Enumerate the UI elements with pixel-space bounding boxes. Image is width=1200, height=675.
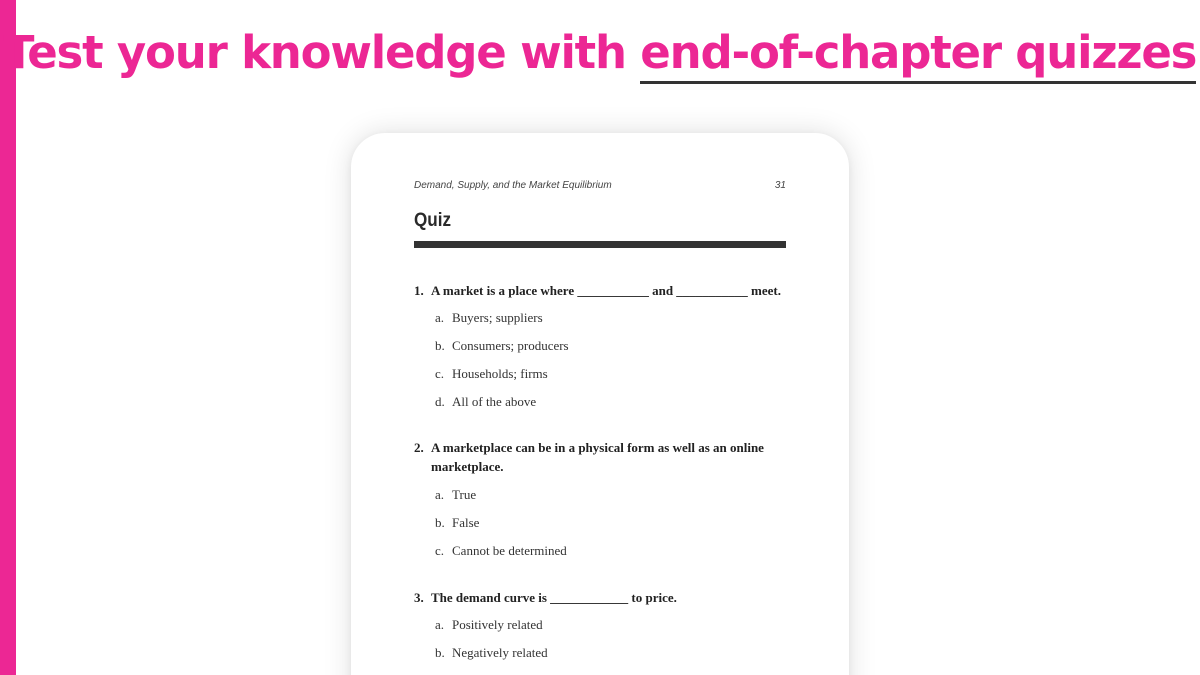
headline bbox=[0, 26, 1200, 84]
quiz-title-rule bbox=[414, 241, 786, 248]
option-1c bbox=[435, 365, 548, 383]
option-letter: a. bbox=[435, 310, 445, 325]
page-number: 31 bbox=[774, 180, 786, 191]
headline-prefix: Test your knowledge with bbox=[3, 26, 641, 79]
question-text: A market is a place where ___________ and ___________ meet. bbox=[431, 283, 782, 298]
option-3a bbox=[435, 616, 543, 634]
headline-underlined: end-of-chapter quizzes bbox=[640, 26, 1196, 84]
option-text: Buyers; suppliers bbox=[452, 310, 543, 325]
option-1a bbox=[435, 309, 543, 327]
option-text: Households; firms bbox=[452, 366, 548, 381]
option-letter: b. bbox=[435, 515, 445, 530]
option-2c bbox=[435, 542, 567, 560]
option-text: Positively related bbox=[452, 617, 543, 632]
option-text: All of the above bbox=[452, 394, 537, 409]
option-1d bbox=[435, 393, 536, 411]
option-letter: b. bbox=[435, 338, 445, 353]
question-number: 1. bbox=[414, 283, 424, 298]
option-letter: d. bbox=[435, 394, 445, 409]
question-text: The demand curve is ____________ to price. bbox=[431, 590, 677, 605]
option-2b bbox=[435, 514, 479, 532]
question-3 bbox=[414, 588, 786, 607]
option-1b bbox=[435, 337, 569, 355]
chapter-title: Demand, Supply, and the Market Equilibrium bbox=[414, 180, 612, 191]
question-2 bbox=[414, 438, 786, 476]
option-text: Negatively related bbox=[452, 645, 548, 660]
option-letter: b. bbox=[435, 645, 445, 660]
question-number: 2. bbox=[414, 440, 424, 455]
option-letter: a. bbox=[435, 487, 445, 502]
question-1 bbox=[414, 281, 786, 300]
option-letter: c. bbox=[435, 366, 445, 381]
quiz-title: Quiz bbox=[414, 210, 452, 231]
question-number: 3. bbox=[414, 590, 424, 605]
accent-bar bbox=[0, 0, 16, 675]
option-text: True bbox=[452, 487, 477, 502]
page-preview-card bbox=[351, 133, 849, 675]
running-head bbox=[414, 180, 786, 191]
option-3b bbox=[435, 644, 548, 662]
option-letter: c. bbox=[435, 543, 445, 558]
question-text: A marketplace can be in a physical form as well as an online marketplace. bbox=[431, 440, 764, 474]
option-text: False bbox=[452, 515, 480, 530]
option-text: Consumers; producers bbox=[452, 338, 569, 353]
option-2a bbox=[435, 486, 476, 504]
option-text: Cannot be determined bbox=[452, 543, 567, 558]
option-letter: a. bbox=[435, 617, 445, 632]
